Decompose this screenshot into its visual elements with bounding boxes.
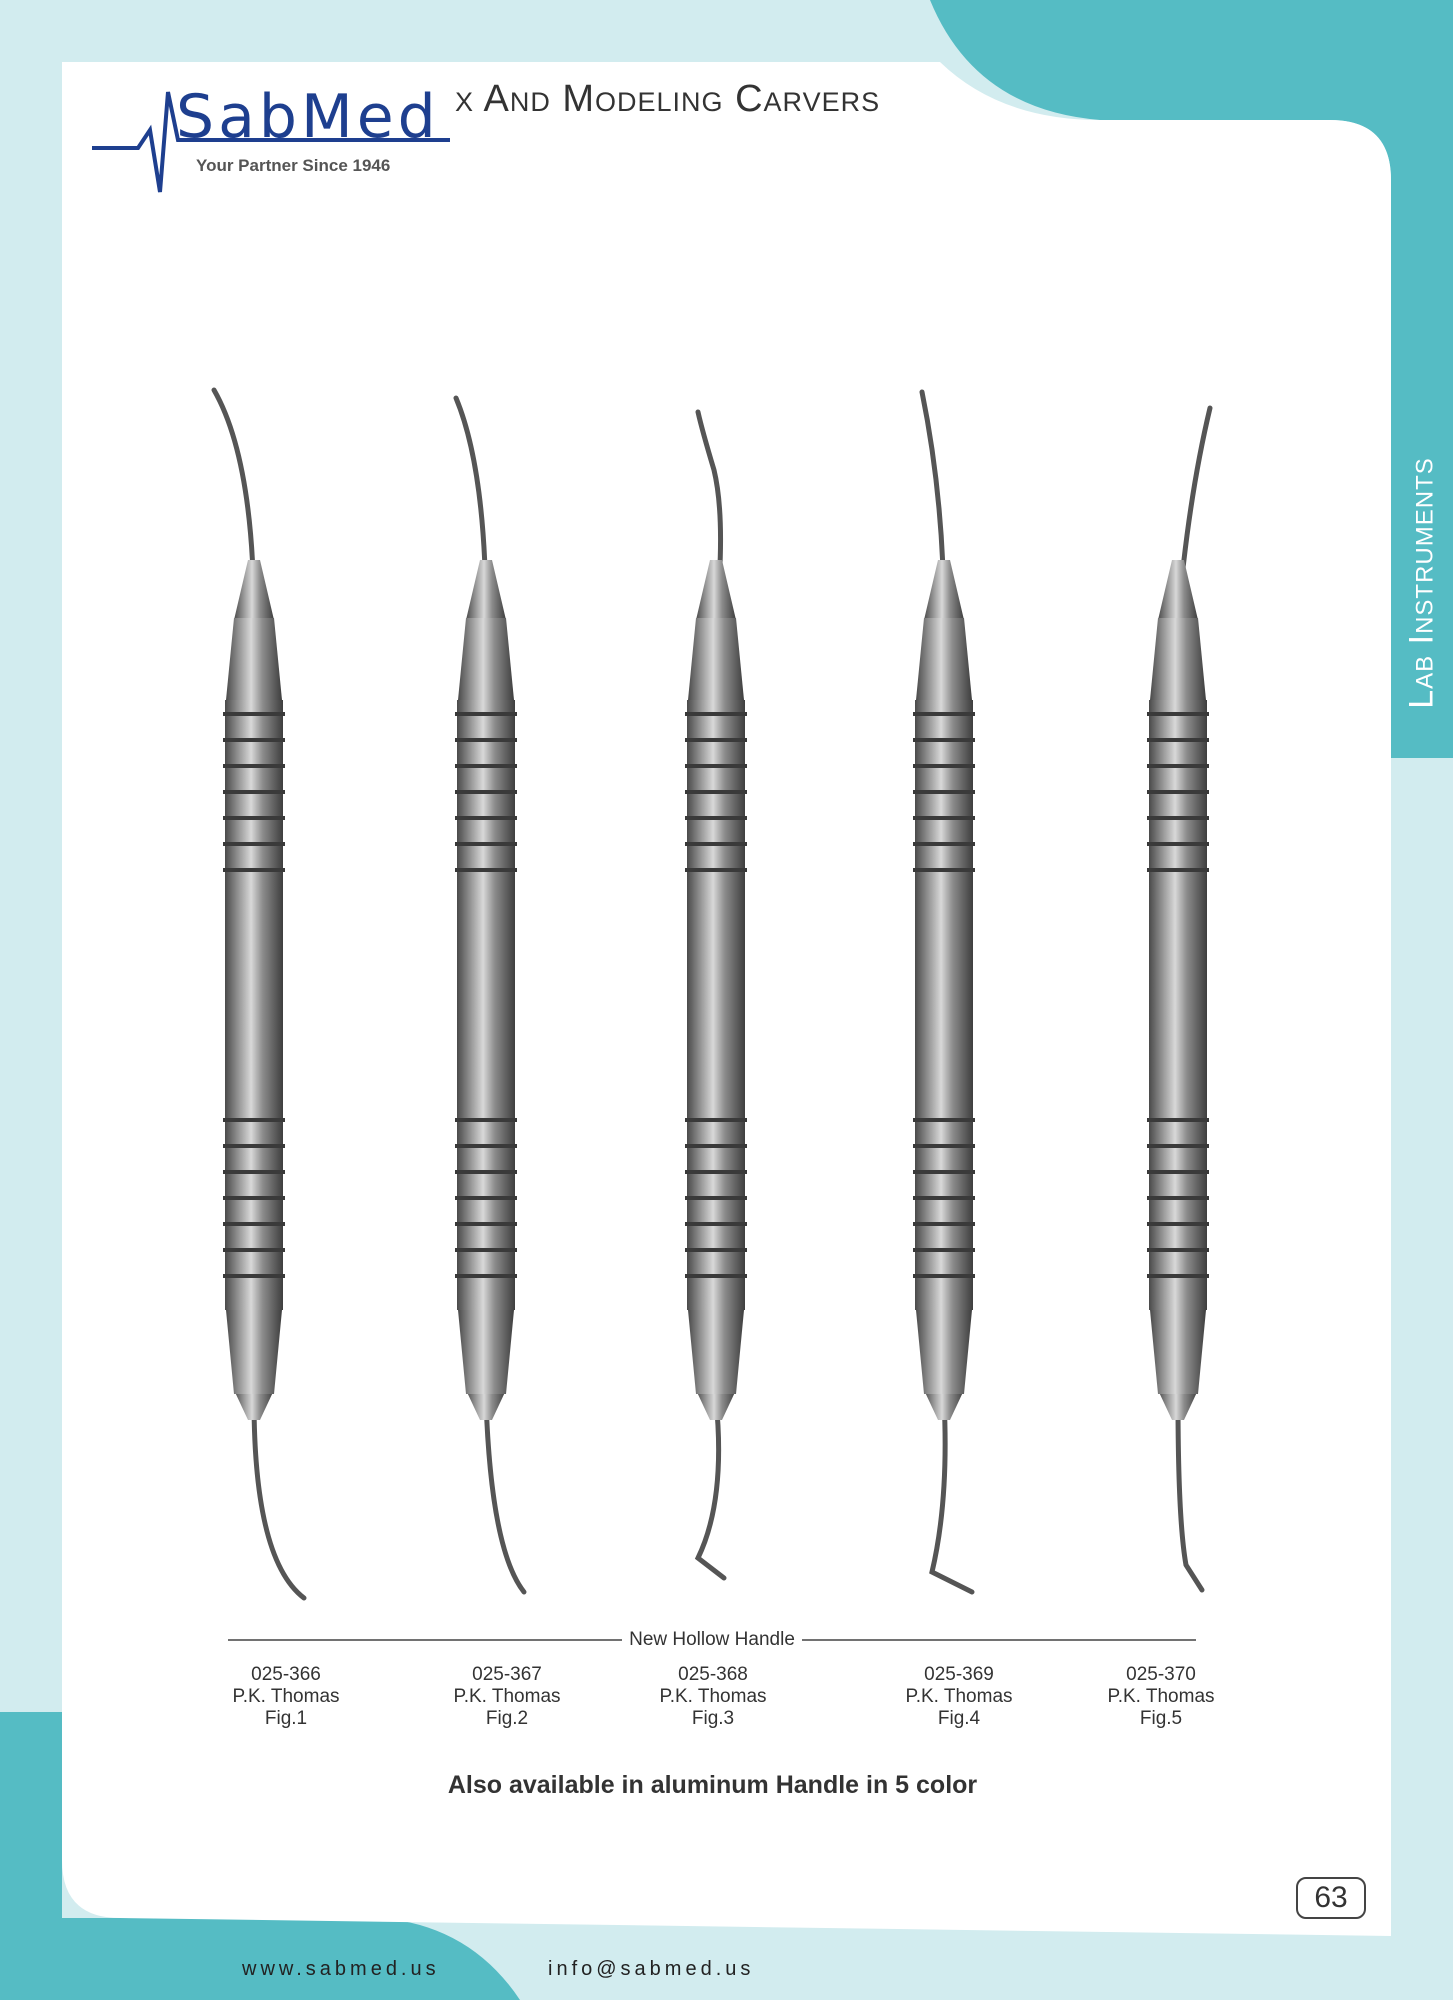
grip-ring [455,1274,517,1278]
footer-email-link[interactable]: info@sabmed.us [548,1958,755,1980]
handle-cone-bottom [226,1310,282,1394]
grip-ring [913,1144,975,1148]
grip-ring [685,790,747,794]
grip-ring [223,764,285,768]
grip-ring [1147,1196,1209,1200]
grip-ring [913,816,975,820]
grip-ring [1147,816,1209,820]
grip-ring [1147,1144,1209,1148]
product-5 [1071,1664,1251,1730]
grip-ring [913,1248,975,1252]
grip-ring [1147,1118,1209,1122]
handle-cone-top [226,618,282,700]
grip-ring [685,816,747,820]
grip-ring [455,1118,517,1122]
product-4 [869,1664,1049,1730]
grip-ring [455,842,517,846]
grip-ring [913,868,975,872]
grip-ring [1147,842,1209,846]
grip-ring [455,764,517,768]
grip-ring [1147,764,1209,768]
grip-ring [1147,1248,1209,1252]
grip-ring [223,1222,285,1226]
handle-cone-bottom [688,1310,744,1394]
logo-name: SabMed [176,82,440,152]
section-tab [1391,408,1453,758]
grip-ring [1147,1222,1209,1226]
grip-ring [223,790,285,794]
grip-ring [455,1196,517,1200]
product-name: P.K. Thomas [905,1686,1013,1707]
grip-ring [223,1196,285,1200]
grip-ring [685,738,747,742]
grip-ring [455,1144,517,1148]
product-code: 025-369 [924,1664,994,1685]
product-fig: Fig.4 [937,1708,981,1729]
grip-ring [223,842,285,846]
grip-ring [455,712,517,716]
grip-ring [1147,712,1209,716]
grip-ring [455,868,517,872]
handle-cone-bottom [916,1310,972,1394]
grip-ring [1147,868,1209,872]
grip-ring [913,1118,975,1122]
product-1 [196,1664,376,1730]
footer-website-link[interactable]: www.sabmed.us [242,1958,440,1980]
grip-ring [223,868,285,872]
grip-ring [685,1248,747,1252]
grip-ring [685,1144,747,1148]
handle-label: New Hollow Handle [622,1629,802,1651]
grip-ring [913,764,975,768]
handle-cone-top [916,618,972,700]
grip-ring [223,1274,285,1278]
grip-ring [1147,1170,1209,1174]
grip-ring [455,790,517,794]
grip-ring [1147,738,1209,742]
product-name: P.K. Thomas [232,1686,340,1707]
grip-ring [223,1170,285,1174]
availability-note: Also available in aluminum Handle in 5 color [447,1771,978,1799]
handle-cone-bottom [458,1310,514,1394]
section-tab-label: Lab Instruments [1402,457,1441,709]
grip-ring [455,738,517,742]
grip-ring [913,712,975,716]
grip-ring [1147,1274,1209,1278]
grip-ring [913,1222,975,1226]
grip-ring [913,842,975,846]
grip-ring [455,1222,517,1226]
page-number: 63 [1296,1877,1366,1919]
grip-ring [685,1222,747,1226]
grip-ring [455,1248,517,1252]
grip-ring [913,1274,975,1278]
grip-ring [1147,790,1209,794]
grip-ring [685,1274,747,1278]
grip-ring [223,1118,285,1122]
grip-ring [223,1248,285,1252]
product-name: P.K. Thomas [659,1686,767,1707]
handle-cone-top [688,618,744,700]
grip-ring [223,738,285,742]
product-2 [417,1664,597,1730]
product-name: P.K. Thomas [453,1686,561,1707]
grip-ring [685,712,747,716]
product-code: 025-370 [1126,1664,1196,1685]
product-fig: Fig.1 [264,1708,308,1729]
handle-cone-bottom [1150,1310,1206,1394]
grip-ring [913,790,975,794]
grip-ring [685,842,747,846]
logo-tagline: Your Partner Since 1946 [196,156,391,175]
product-code: 025-368 [678,1664,748,1685]
product-fig: Fig.3 [691,1708,735,1729]
page-title: x And Modeling Carvers [455,78,881,120]
grip-ring [685,764,747,768]
grip-ring [223,816,285,820]
product-fig: Fig.2 [485,1708,529,1729]
product-code: 025-367 [472,1664,542,1685]
product-name: P.K. Thomas [1107,1686,1215,1707]
grip-ring [685,1118,747,1122]
grip-ring [913,738,975,742]
product-fig: Fig.5 [1139,1708,1183,1729]
handle-cone-top [1150,618,1206,700]
handle-cone-top [458,618,514,700]
grip-ring [913,1170,975,1174]
grip-ring [455,816,517,820]
grip-ring [223,712,285,716]
product-3 [623,1664,803,1730]
grip-ring [685,1196,747,1200]
grip-ring [685,1170,747,1174]
grip-ring [685,868,747,872]
grip-ring [913,1196,975,1200]
product-code: 025-366 [251,1664,321,1685]
grip-ring [223,1144,285,1148]
grip-ring [455,1170,517,1174]
